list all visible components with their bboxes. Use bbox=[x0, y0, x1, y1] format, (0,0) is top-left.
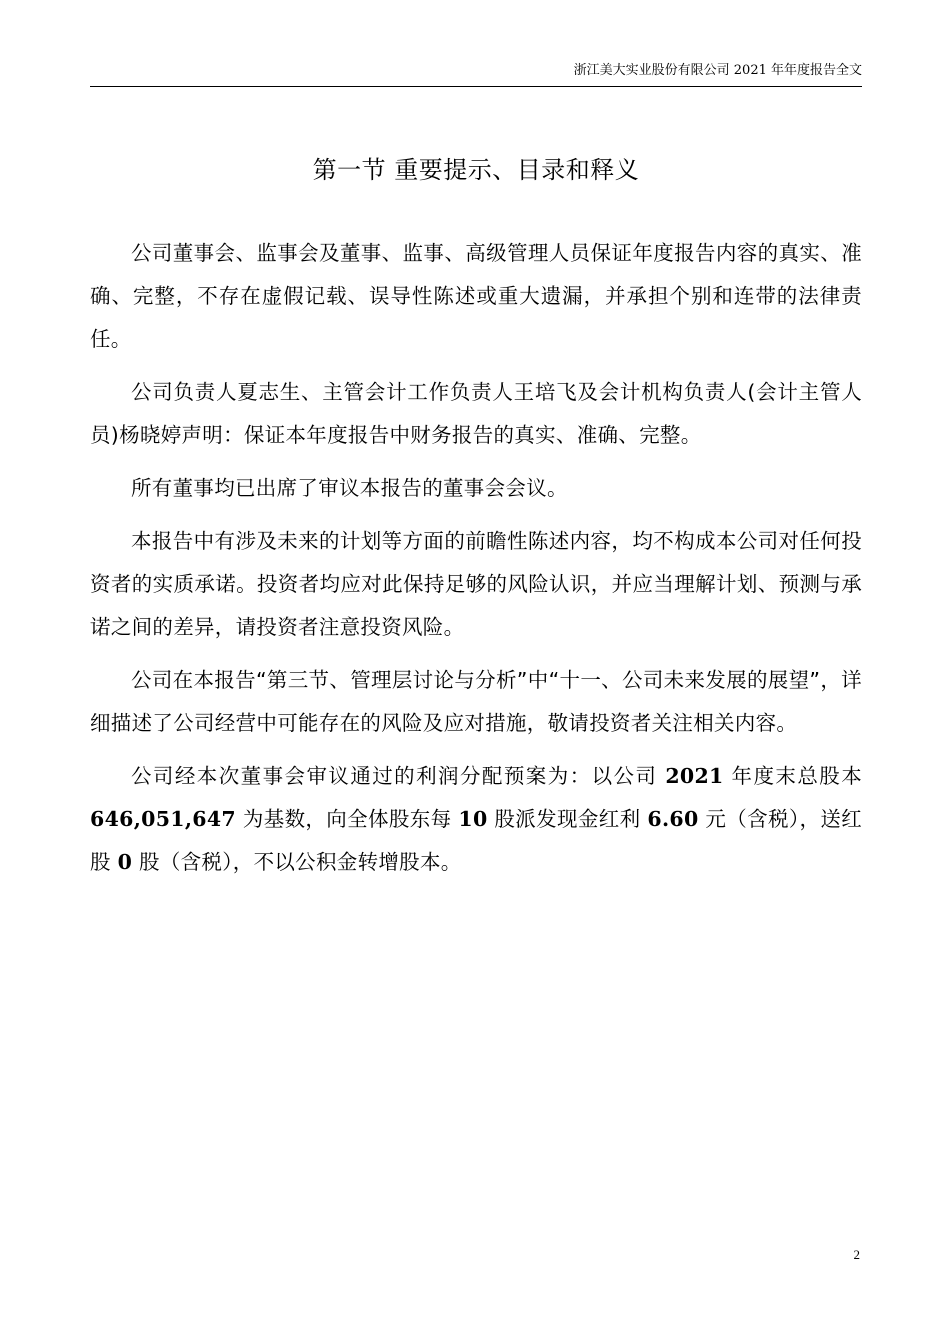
running-header: 浙江美大实业股份有限公司 2021 年年度报告全文 bbox=[573, 63, 862, 78]
paragraph-responsibility: 公司董事会、监事会及董事、监事、高级管理人员保证年度报告内容的真实、准确、完整，不存在虚假记载、误导性陈述或重大遗漏，并承担个别和连带的法律责任。 bbox=[90, 241, 862, 351]
paragraph-risk-reference: 公司在本报告“第三节、管理层讨论与分析”中“十一、公司未来发展的展望”，详细描述了公司经营中可能存在的风险及应对措施，敬请投资者关注相关内容。 bbox=[90, 668, 862, 735]
profit-text-2: 年度末总股本 bbox=[723, 764, 863, 788]
section-title: 第一节 重要提示、目录和释义 bbox=[312, 156, 640, 184]
per-shares: 10 bbox=[458, 807, 488, 831]
cash-dividend: 6.60 bbox=[647, 807, 699, 831]
paragraph-board-attendance: 所有董事均已出席了审议本报告的董事会会议。 bbox=[131, 476, 568, 500]
fiscal-year: 2021 bbox=[665, 764, 724, 788]
paragraph-financial-statement: 公司负责人夏志生、主管会计工作负责人王培飞及会计机构负责人(会计主管人员)杨晓婷声明：保证本年度报告中财务报告的真实、准确、完整。 bbox=[90, 380, 862, 447]
profit-text-1: 公司经本次董事会审议通过的利润分配预案为：以公司 bbox=[131, 764, 666, 788]
bonus-shares: 0 bbox=[117, 850, 133, 874]
paragraph-profit-distribution bbox=[90, 755, 862, 884]
page-number: 2 bbox=[853, 1247, 860, 1262]
profit-text-3: 为基数，向全体股东每 bbox=[235, 807, 459, 831]
profit-text-4: 股派发现金红利 bbox=[487, 807, 648, 831]
header-rule bbox=[90, 86, 862, 87]
paragraph-forward-looking: 本报告中有涉及未来的计划等方面的前瞻性陈述内容，均不构成本公司对任何投资者的实质承诺。投资者均应对此保持足够的风险认识，并应当理解计划、预测与承诺之间的差异，请投资者注意投资风险。 bbox=[90, 529, 862, 639]
body-text bbox=[90, 232, 862, 894]
profit-text-5: 元（含税），送红股 bbox=[90, 807, 863, 874]
profit-text-6: 股（含税），不以公积金转增股本。 bbox=[132, 850, 462, 874]
total-shares: 646,051,647 bbox=[90, 807, 236, 831]
